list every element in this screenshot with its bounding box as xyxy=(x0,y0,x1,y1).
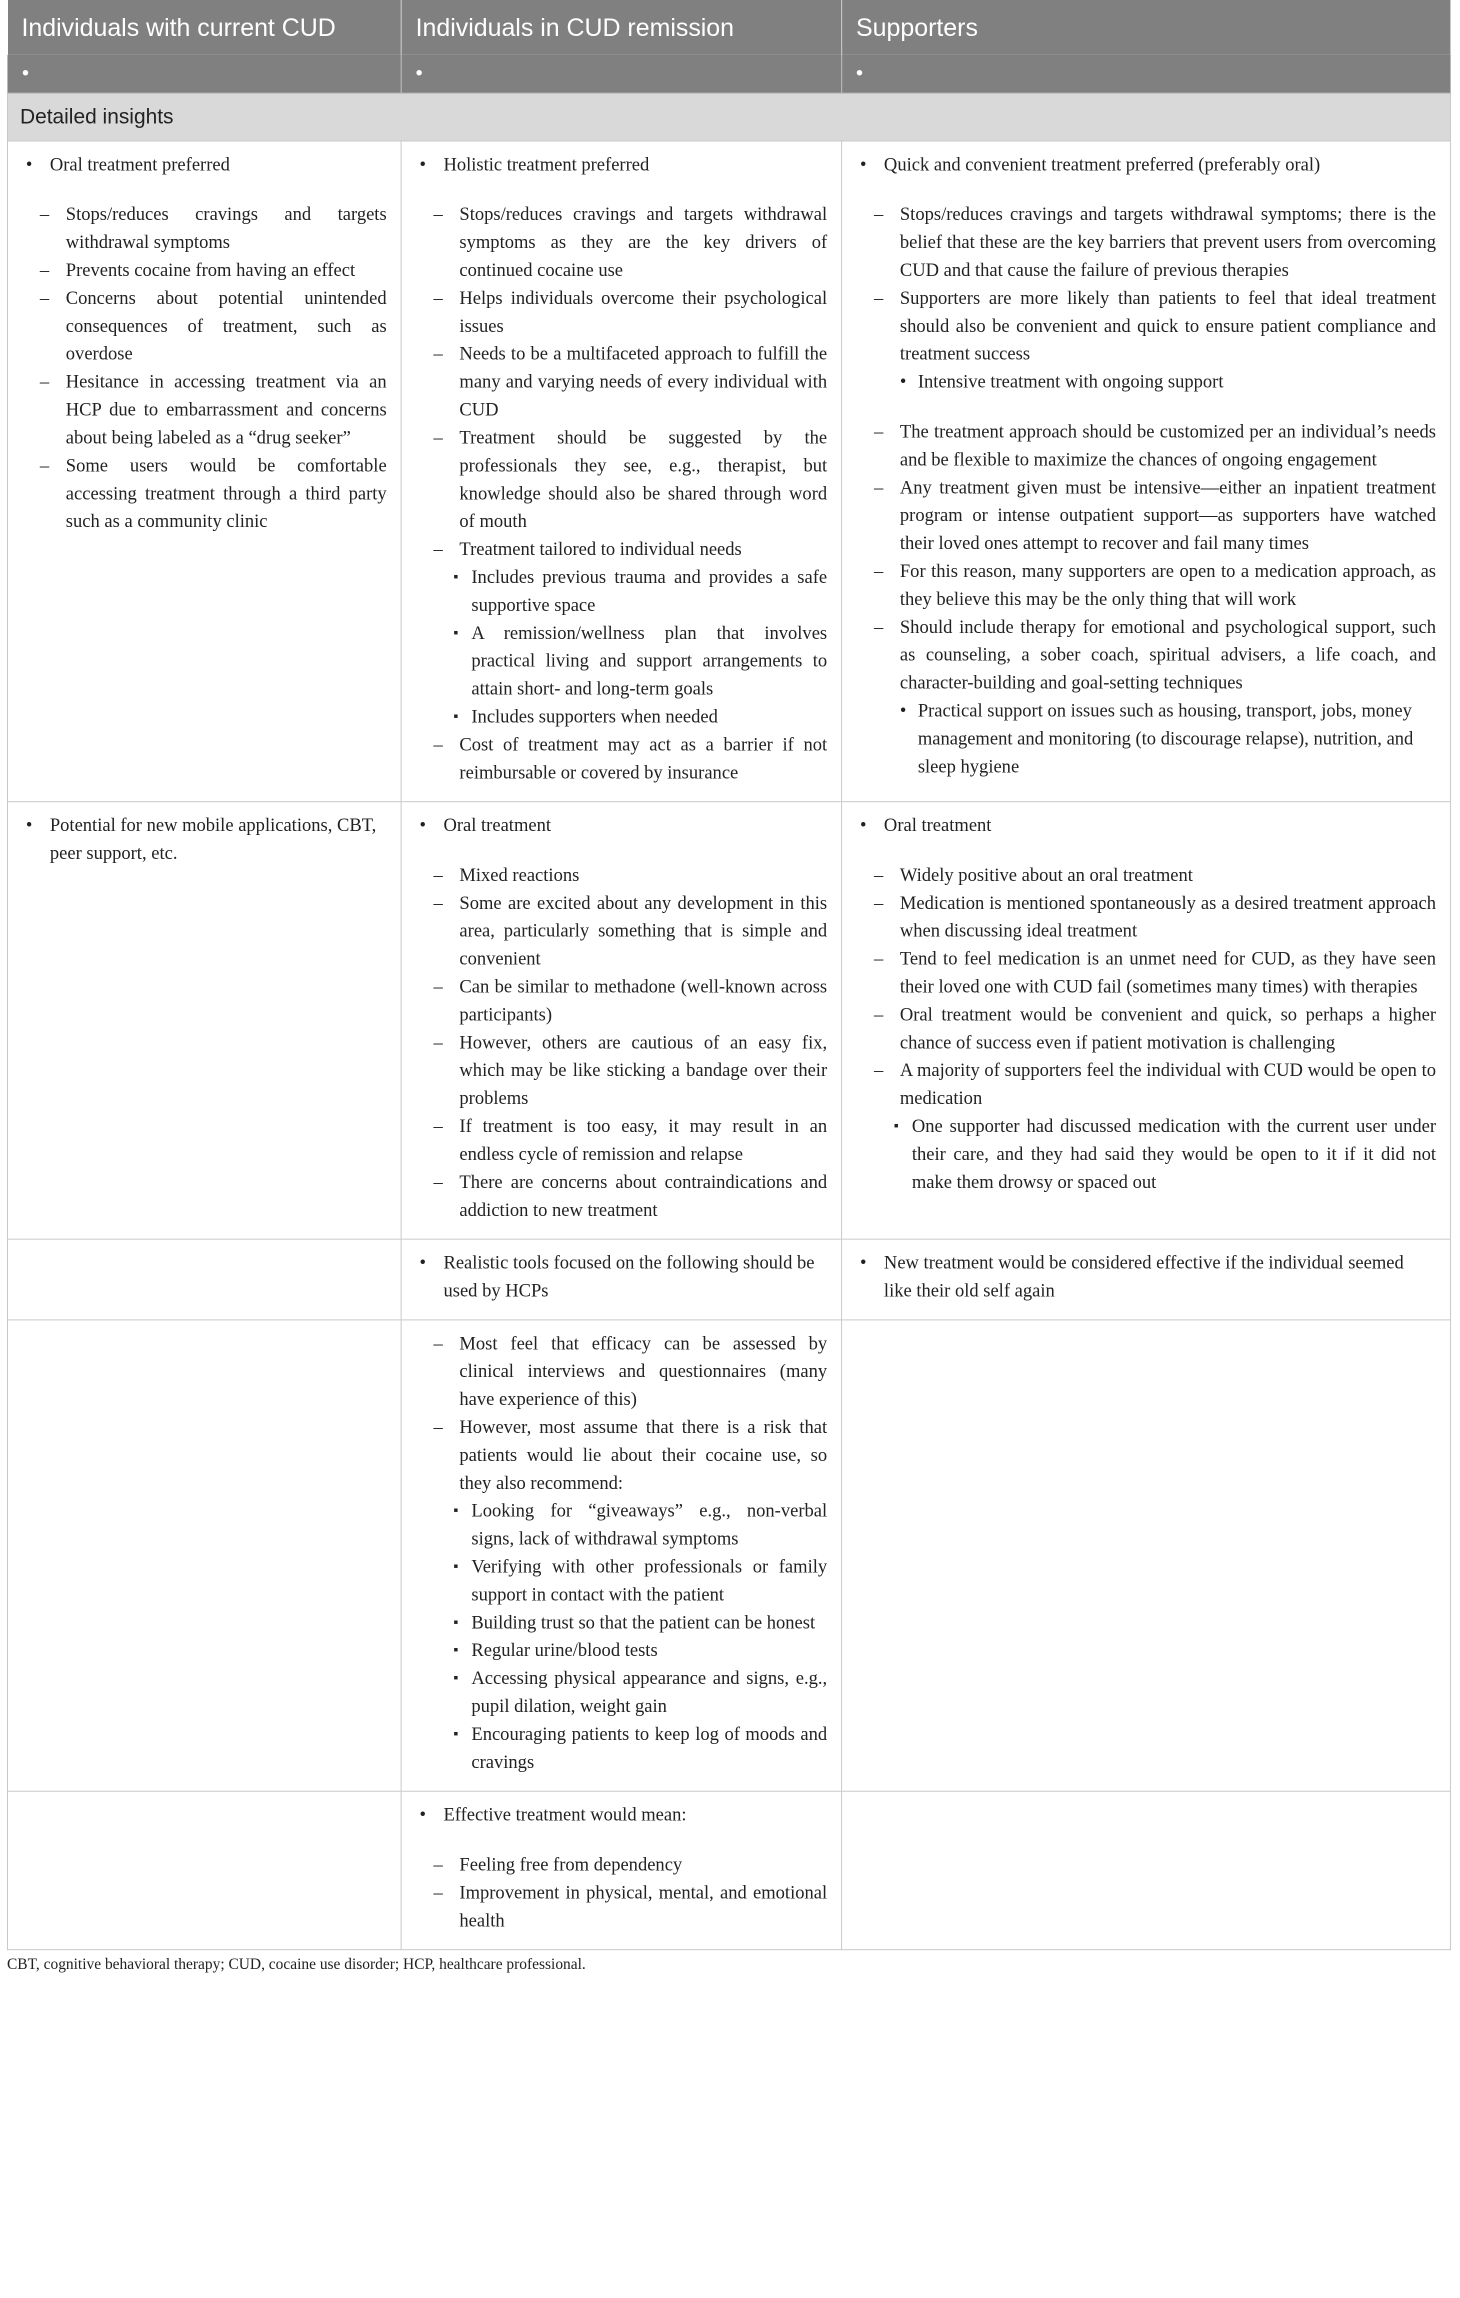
sub-item: – However, others are cautious of an easy fix, which may be like sticking a bandage over their problems xyxy=(416,1029,828,1113)
sub-sub-item: ▪ Looking for “giveaways” e.g., non-verbal signs, lack of withdrawal symptoms xyxy=(416,1498,828,1554)
sub-item: – Needs to be a multifaceted approach to fulfill the many and varying needs of every individual with CUD xyxy=(416,341,828,425)
list-item: • New treatment would be considered effective if the individual seemed like their old self again xyxy=(856,1250,1436,1306)
table-cell xyxy=(842,802,1451,1239)
sub-item: – Widely positive about an oral treatment xyxy=(856,862,1436,890)
table-cell xyxy=(7,141,401,802)
sub-sub-item: ▪ One supporter had discussed medication with the current user under their care, and they had said they would be open to it if it did not make them drowsy or spaced out xyxy=(856,1113,1436,1197)
list-spacer xyxy=(856,840,1436,862)
cell-list xyxy=(856,812,1436,1197)
sub-item: – Stops/reduces cravings and targets withdrawal symptoms as they are the key drivers of continued cocaine use xyxy=(416,201,828,285)
header-bullet-cell xyxy=(842,55,1451,93)
sub-item: – Helps individuals overcome their psychological issues xyxy=(416,285,828,341)
table-cell xyxy=(7,1239,401,1320)
sub-sub-item: ▪ Includes supporters when needed xyxy=(416,704,828,732)
list-item: • Realistic tools focused on the following should be used by HCPs xyxy=(416,1250,828,1306)
header-row xyxy=(7,0,1450,55)
sub-item: – There are concerns about contraindications and addiction to new treatment xyxy=(416,1169,828,1225)
sub-item: – Stops/reduces cravings and targets withdrawal symptoms xyxy=(22,201,387,257)
list-item: • Effective treatment would mean: xyxy=(416,1802,828,1830)
sub-item: – A majority of supporters feel the individual with CUD would be open to medication xyxy=(856,1057,1436,1113)
table-row xyxy=(7,141,1450,802)
sub-item: – Mixed reactions xyxy=(416,862,828,890)
list-spacer xyxy=(416,840,828,862)
header-bullet: • xyxy=(21,62,29,85)
list-spacer xyxy=(856,397,1436,419)
sub-item: – Some are excited about any development in this area, particularly something that is simple and convenient xyxy=(416,890,828,974)
header-bullet-row xyxy=(7,55,1450,93)
section-row xyxy=(7,93,1450,141)
sub-item: – However, most assume that there is a risk that patients would lie about their cocaine use, so they also recommend: xyxy=(416,1414,828,1498)
document-page xyxy=(7,0,1450,2290)
table-row xyxy=(7,1791,1450,1949)
table-row xyxy=(7,1320,1450,1791)
table-cell xyxy=(401,1791,841,1949)
sub-item: – Concerns about potential unintended consequences of treatment, such as overdose xyxy=(22,285,387,369)
table-cell xyxy=(401,1239,841,1320)
table-cell xyxy=(401,141,841,802)
table-cell xyxy=(842,1320,1451,1791)
cell-list xyxy=(416,1330,828,1776)
sub-sub-item: ▪ Accessing physical appearance and signs, e.g., pupil dilation, weight gain xyxy=(416,1665,828,1721)
list-item: • Holistic treatment preferred xyxy=(416,151,828,179)
table-cell xyxy=(7,1791,401,1949)
cell-list xyxy=(856,151,1436,781)
list-item: • Oral treatment preferred xyxy=(22,151,387,179)
cell-list xyxy=(416,1802,828,1936)
table-cell xyxy=(842,1239,1451,1320)
sub-item: – For this reason, many supporters are open to a medication approach, as they believe this may be the only thing that will work xyxy=(856,558,1436,614)
table-cell xyxy=(401,1320,841,1791)
sub-sub-item: ▪ Verifying with other professionals or family support in contact with the patient xyxy=(416,1554,828,1610)
table-cell xyxy=(842,141,1451,802)
header-bullet-cell xyxy=(401,55,841,93)
sub-item: – Oral treatment would be convenient and quick, so perhaps a higher chance of success even if patient motivation is challenging xyxy=(856,1002,1436,1058)
table-footnote: CBT, cognitive behavioral therapy; CUD, cocaine use disorder; HCP, healthcare professional. xyxy=(7,1956,586,1974)
cell-list xyxy=(22,812,387,868)
sub-item: – Medication is mentioned spontaneously as a desired treatment approach when discussing ideal treatment xyxy=(856,890,1436,946)
sub-item: – Some users would be comfortable accessing treatment through a third party such as a community clinic xyxy=(22,452,387,536)
list-spacer xyxy=(416,179,828,201)
header-bullet: • xyxy=(415,62,423,85)
cell-list xyxy=(416,1250,828,1306)
sub-sub-item: • Practical support on issues such as housing, transport, jobs, money management and monitoring (to discourage relapse), nutrition, and sleep hygiene xyxy=(856,698,1436,782)
cell-list xyxy=(22,151,387,536)
insights-table xyxy=(7,0,1451,1950)
sub-sub-item: • Intensive treatment with ongoing support xyxy=(856,369,1436,397)
list-item: • Potential for new mobile applications, CBT, peer support, etc. xyxy=(22,812,387,868)
header-supporters: Supporters xyxy=(842,0,1451,55)
header-cud-remission: Individuals in CUD remission xyxy=(401,0,841,55)
cell-list xyxy=(416,812,828,1225)
table-cell xyxy=(7,1320,401,1791)
sub-item: – Tend to feel medication is an unmet need for CUD, as they have seen their loved one with CUD fail (sometimes many times) with therapies xyxy=(856,946,1436,1002)
header-current-cud: Individuals with current CUD xyxy=(7,0,401,55)
list-spacer xyxy=(416,1830,828,1852)
table-row xyxy=(7,802,1450,1239)
list-item: • Oral treatment xyxy=(416,812,828,840)
section-title: Detailed insights xyxy=(7,93,1450,141)
cell-list xyxy=(856,1250,1436,1306)
sub-sub-item: ▪ Includes previous trauma and provides a safe supportive space xyxy=(416,564,828,620)
list-item: • Oral treatment xyxy=(856,812,1436,840)
sub-item: – Most feel that efficacy can be assessed by clinical interviews and questionnaires (many have experience of this) xyxy=(416,1330,828,1414)
list-spacer xyxy=(856,179,1436,201)
list-spacer xyxy=(22,179,387,201)
sub-item: – Treatment should be suggested by the professionals they see, e.g., therapist, but knowledge should also be shared through word of mouth xyxy=(416,425,828,537)
sub-item: – Prevents cocaine from having an effect xyxy=(22,257,387,285)
sub-sub-item: ▪ Regular urine/blood tests xyxy=(416,1637,828,1665)
sub-item: – Should include therapy for emotional and psychological support, such as counseling, a sober coach, spiritual advisers, a life coach, and character-building and goal-setting techniques xyxy=(856,614,1436,698)
header-bullet-cell xyxy=(7,55,401,93)
sub-item: – Stops/reduces cravings and targets withdrawal symptoms; there is the belief that these are the key barriers that prevent users from overcoming CUD and that cause the failure of previous therapies xyxy=(856,201,1436,285)
sub-sub-item: ▪ Building trust so that the patient can be honest xyxy=(416,1609,828,1637)
table-cell xyxy=(7,802,401,1239)
header-bullet: • xyxy=(856,62,864,85)
sub-item: – If treatment is too easy, it may result in an endless cycle of remission and relapse xyxy=(416,1113,828,1169)
sub-item: – Supporters are more likely than patients to feel that ideal treatment should also be convenient and quick to ensure patient compliance and treatment success xyxy=(856,285,1436,369)
sub-item: – Hesitance in accessing treatment via an HCP due to embarrassment and concerns about being labeled as a “drug seeker” xyxy=(22,369,387,453)
sub-item: – Treatment tailored to individual needs xyxy=(416,536,828,564)
sub-item: – Can be similar to methadone (well-known across participants) xyxy=(416,974,828,1030)
sub-sub-item: ▪ Encouraging patients to keep log of moods and cravings xyxy=(416,1721,828,1777)
sub-item: – Feeling free from dependency xyxy=(416,1852,828,1880)
cell-list xyxy=(416,151,828,787)
sub-item: – The treatment approach should be customized per an individual’s needs and be flexible to maximize the chances of ongoing engagement xyxy=(856,419,1436,475)
table-row xyxy=(7,1239,1450,1320)
sub-sub-item: ▪ A remission/wellness plan that involves practical living and support arrangements to attain short- and long-term goals xyxy=(416,620,828,704)
sub-item: – Improvement in physical, mental, and emotional health xyxy=(416,1879,828,1935)
sub-item: – Any treatment given must be intensive—either an inpatient treatment program or intense outpatient support—as supporters have watched their loved ones attempt to recover and fail many times xyxy=(856,474,1436,558)
table-cell xyxy=(401,802,841,1239)
sub-item: – Cost of treatment may act as a barrier if not reimbursable or covered by insurance xyxy=(416,731,828,787)
list-item: • Quick and convenient treatment preferred (preferably oral) xyxy=(856,151,1436,179)
table-cell xyxy=(842,1791,1451,1949)
